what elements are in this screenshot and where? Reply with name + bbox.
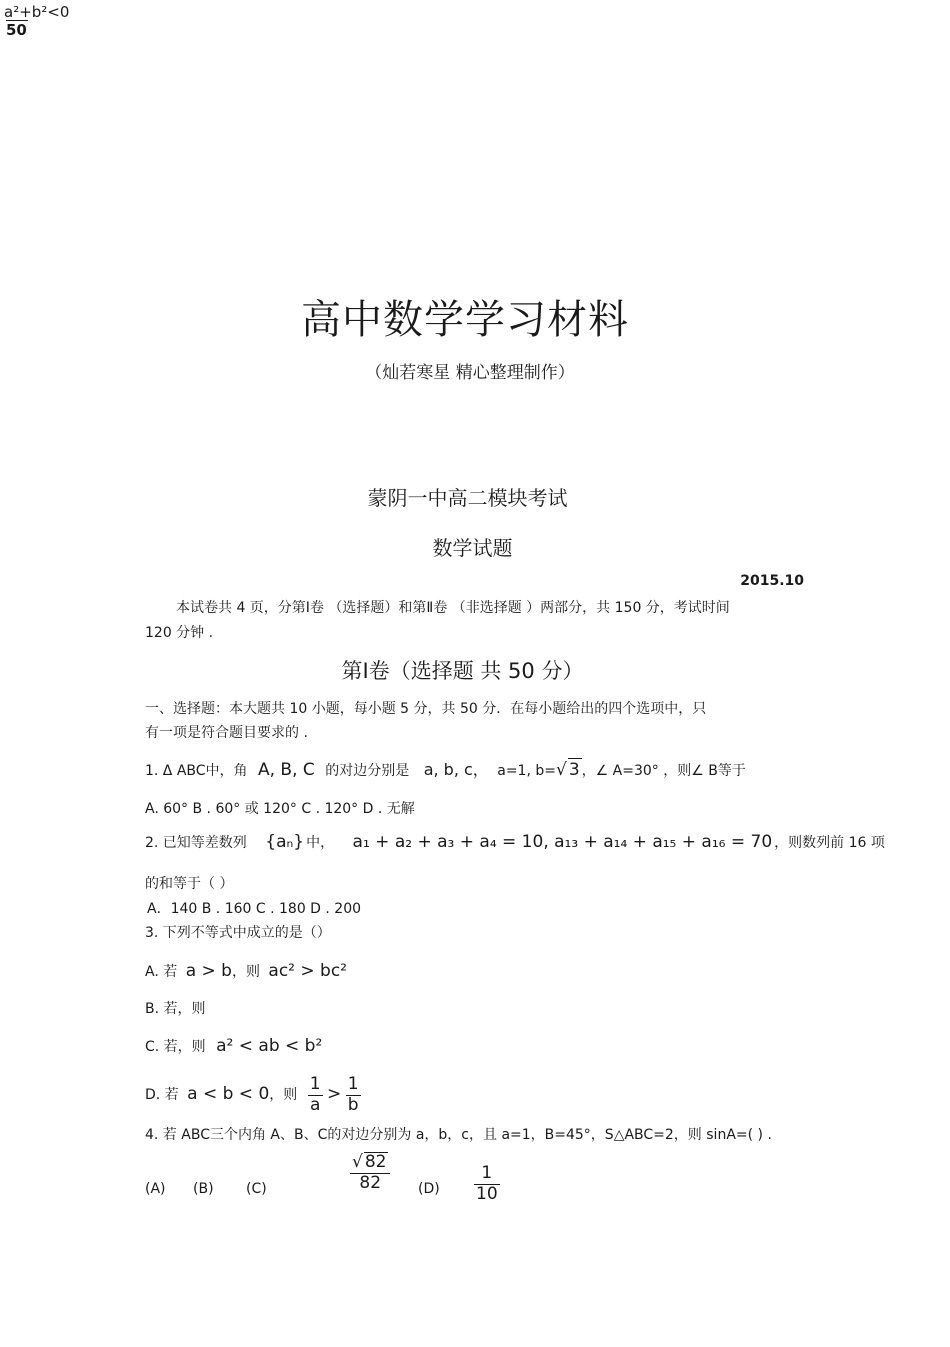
question-3-option-c — [145, 1033, 322, 1060]
material-title: 高中数学学习材料 — [301, 297, 629, 343]
q1-sqrt: 3 — [568, 760, 580, 780]
material-subtitle: （灿若寒星 精心整理制作） — [365, 363, 575, 383]
exam-intro-line1: 本试卷共 4 页，分第Ⅰ卷 （选择题）和第Ⅱ卷 （非选择题 ）两部分，共 150 分，考试时间 — [176, 600, 730, 616]
question-4-opt-b: (B) — [193, 1181, 214, 1197]
corner-math-artifact — [4, 5, 69, 20]
q4-d-num: 1 — [474, 1164, 500, 1185]
corner-fraction — [6, 20, 28, 39]
q3-d-cond: a < b < 0 — [187, 1084, 270, 1104]
q1-stem-a: 1. Δ ABC中，角 — [145, 763, 248, 779]
section-instructions-line1: 一、选择题：本大题共 10 小题，每小题 5 分，共 50 分．在每小题给出的四个选项中，只 — [145, 701, 707, 717]
q3-c-prefix: C. 若，则 — [145, 1039, 206, 1055]
q4-d-den: 10 — [476, 1183, 498, 1204]
q3-d-frac-a-num: 1 — [309, 1073, 321, 1094]
exam-date: 2015.10 — [740, 573, 804, 589]
question-2-line2: 的和等于（ ） — [145, 876, 234, 892]
q3-a-cond: a > b — [185, 961, 232, 981]
q4-c-sqrt: 82 — [364, 1152, 387, 1172]
question-1-stem: 1. Δ ABC中，角 A, B, C 的对边分别是 a, b, c， a=1, b=√ 3 ，∠ A=30° ，则∠ B等于 — [145, 760, 746, 780]
q3-a-res: ac² > bc² — [268, 961, 347, 981]
q3-d-frac-b — [346, 1075, 361, 1115]
question-3-option-b: B. 若，则 — [145, 1001, 206, 1017]
q1-given-b: ，∠ A=30° ，则∠ B等于 — [581, 763, 746, 779]
q3-d-frac-a — [308, 1075, 323, 1115]
question-2-stem — [145, 828, 885, 857]
q2-seq: {aₙ} — [265, 832, 305, 852]
section-instructions-line2: 有一项是符合题目要求的 . — [145, 725, 308, 741]
exam-school-title: 蒙阴一中高二模块考试 — [367, 486, 568, 510]
question-3-stem: 3. 下列不等式中成立的是（） — [145, 925, 331, 941]
exam-subject-title: 数学试题 — [432, 536, 513, 560]
q1-sides: a, b, c， — [423, 760, 489, 779]
q1-given-a: a=1, b= — [497, 763, 556, 779]
question-4-opt-d-fraction — [474, 1164, 500, 1204]
q2-stem-a: 2. 已知等差数列 — [145, 835, 247, 851]
q3-d-mid: ，则 — [269, 1087, 298, 1103]
q2-stem-b: 中， — [306, 835, 335, 851]
q3-d-frac-a-den: a — [309, 1094, 321, 1115]
q1-angles: A, B, C — [258, 760, 315, 780]
q3-d-frac-b-den: b — [347, 1094, 359, 1115]
question-4-stem: 4. 若 ABC三个内角 A、B、C的对边分别为 a，b，c，且 a=1，B=45°，S△ABC=2，则 sinA=( ) . — [145, 1127, 772, 1143]
q4-c-den: 82 — [359, 1172, 382, 1193]
question-4-opt-d: (D) — [418, 1181, 440, 1197]
question-3-option-a — [145, 958, 347, 985]
section-heading: 第Ⅰ卷（选择题 共 50 分） — [341, 659, 584, 683]
q1-stem-b: 的对边分别是 — [325, 763, 410, 779]
question-4-opt-c-fraction: $\frac{√ 82}{82}$ — [350, 1152, 390, 1193]
question-4-opt-a: (A) — [145, 1181, 166, 1197]
question-3-option-d — [145, 1072, 361, 1117]
corner-expr: a²+b²<0 — [4, 3, 70, 21]
q2-expr: a₁ + a₂ + a₃ + a₄ = 10, a₁₃ + a₁₄ + a₁₅ + a₁₆ = 70 — [352, 832, 773, 852]
question-4-opt-c: (C) — [246, 1181, 267, 1197]
q3-a-mid: ，则 — [231, 964, 260, 980]
corner-frac-den: 50 — [6, 21, 27, 39]
q3-d-frac-b-num: 1 — [347, 1073, 359, 1094]
q3-d-gt: > — [327, 1084, 342, 1104]
question-2-options: A．140 B . 160 C . 180 D . 200 — [147, 901, 362, 917]
q3-a-prefix: A. 若 — [145, 964, 178, 980]
exam-intro-line2: 120 分钟 . — [145, 625, 214, 641]
q3-d-prefix: D. 若 — [145, 1087, 179, 1103]
q3-c-res: a² < ab < b² — [216, 1036, 323, 1056]
q2-stem-c: ，则数列前 16 项 — [774, 835, 885, 851]
question-1-options: A. 60° B . 60° 或 120° C . 120° D . 无解 — [145, 801, 415, 817]
